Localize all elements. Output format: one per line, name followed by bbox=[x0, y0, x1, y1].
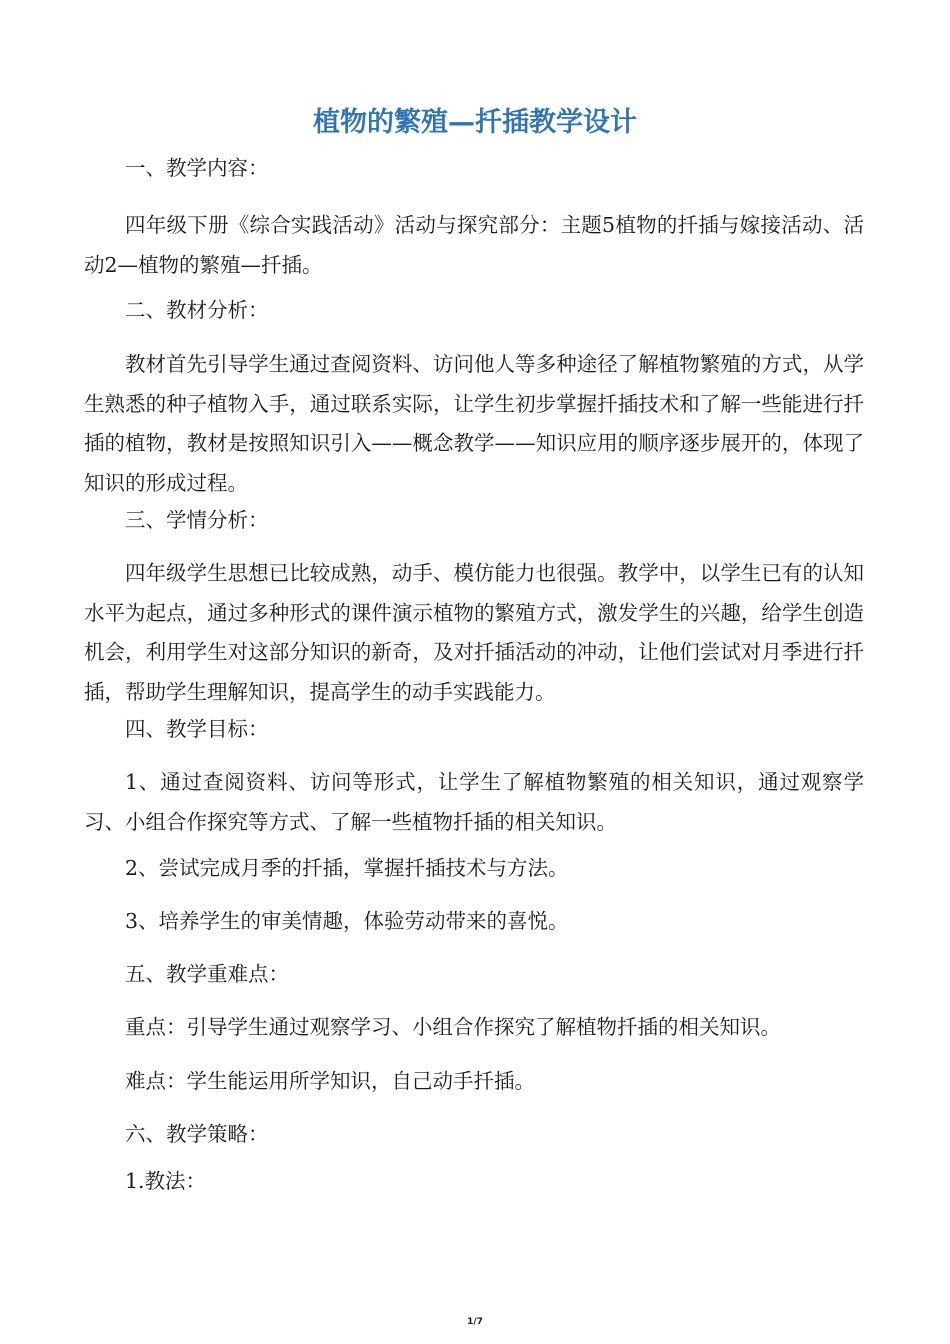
section-heading-strategy: 六、教学策略： bbox=[125, 1122, 269, 1146]
section-heading-keypoints: 五、教学重难点： bbox=[125, 962, 289, 986]
document-title: 植物的繁殖—扦插教学设计 bbox=[313, 107, 637, 138]
section-heading-students: 三、学情分析： bbox=[125, 508, 269, 532]
goal-item-2: 2、尝试完成月季的扦插，掌握扦插技术与方法。 bbox=[125, 856, 569, 880]
section-heading-goals: 四、教学目标： bbox=[125, 717, 269, 741]
section-heading-material: 二、教材分析： bbox=[125, 298, 269, 322]
goal-item-3: 3、培养学生的审美情趣，体验劳动带来的喜悦。 bbox=[125, 909, 569, 933]
goal-item-1: 1、通过查阅资料、访问等形式，让学生了解植物繁殖的相关知识，通过观察学习、小组合作探究等方式、了解一些植物扦插的相关知识。 bbox=[84, 770, 864, 834]
difficult-point-text: 难点：学生能运用所学知识，自己动手扦插。 bbox=[125, 1069, 535, 1093]
page-number: 1/7 bbox=[467, 1317, 483, 1327]
paragraph-students: 四年级学生思想已比较成熟，动手、模仿能力也很强。教学中，以学生已有的认知水平为起点，通过多种形式的课件演示植物的繁殖方式，激发学生的兴趣，给学生创造机会，利用学生对这部分知识的新奇，及对扦插活动的冲动，让他们尝试对月季进行扦插，帮助学生理解知识，提高学生的动手实践能力。 bbox=[84, 561, 864, 704]
paragraph-content: 四年级下册《综合实践活动》活动与探究部分：主题5植物的扦插与嫁接活动、活动2—植物的繁殖—扦插。 bbox=[84, 213, 864, 277]
paragraph-material: 教材首先引导学生通过查阅资料、访问他人等多种途径了解植物繁殖的方式，从学生熟悉的种子植物入手，通过联系实际，让学生初步掌握扦插技术和了解一些能进行扦插的植物，教材是按照知识引入——概念教学——知识应用的顺序逐步展开的，体现了知识的形成过程。 bbox=[84, 352, 864, 495]
key-point-text: 重点：引导学生通过观察学习、小组合作探究了解植物扦插的相关知识。 bbox=[125, 1015, 781, 1039]
section-heading-content: 一、教学内容： bbox=[125, 156, 269, 180]
method-heading: 1.教法： bbox=[125, 1169, 207, 1193]
